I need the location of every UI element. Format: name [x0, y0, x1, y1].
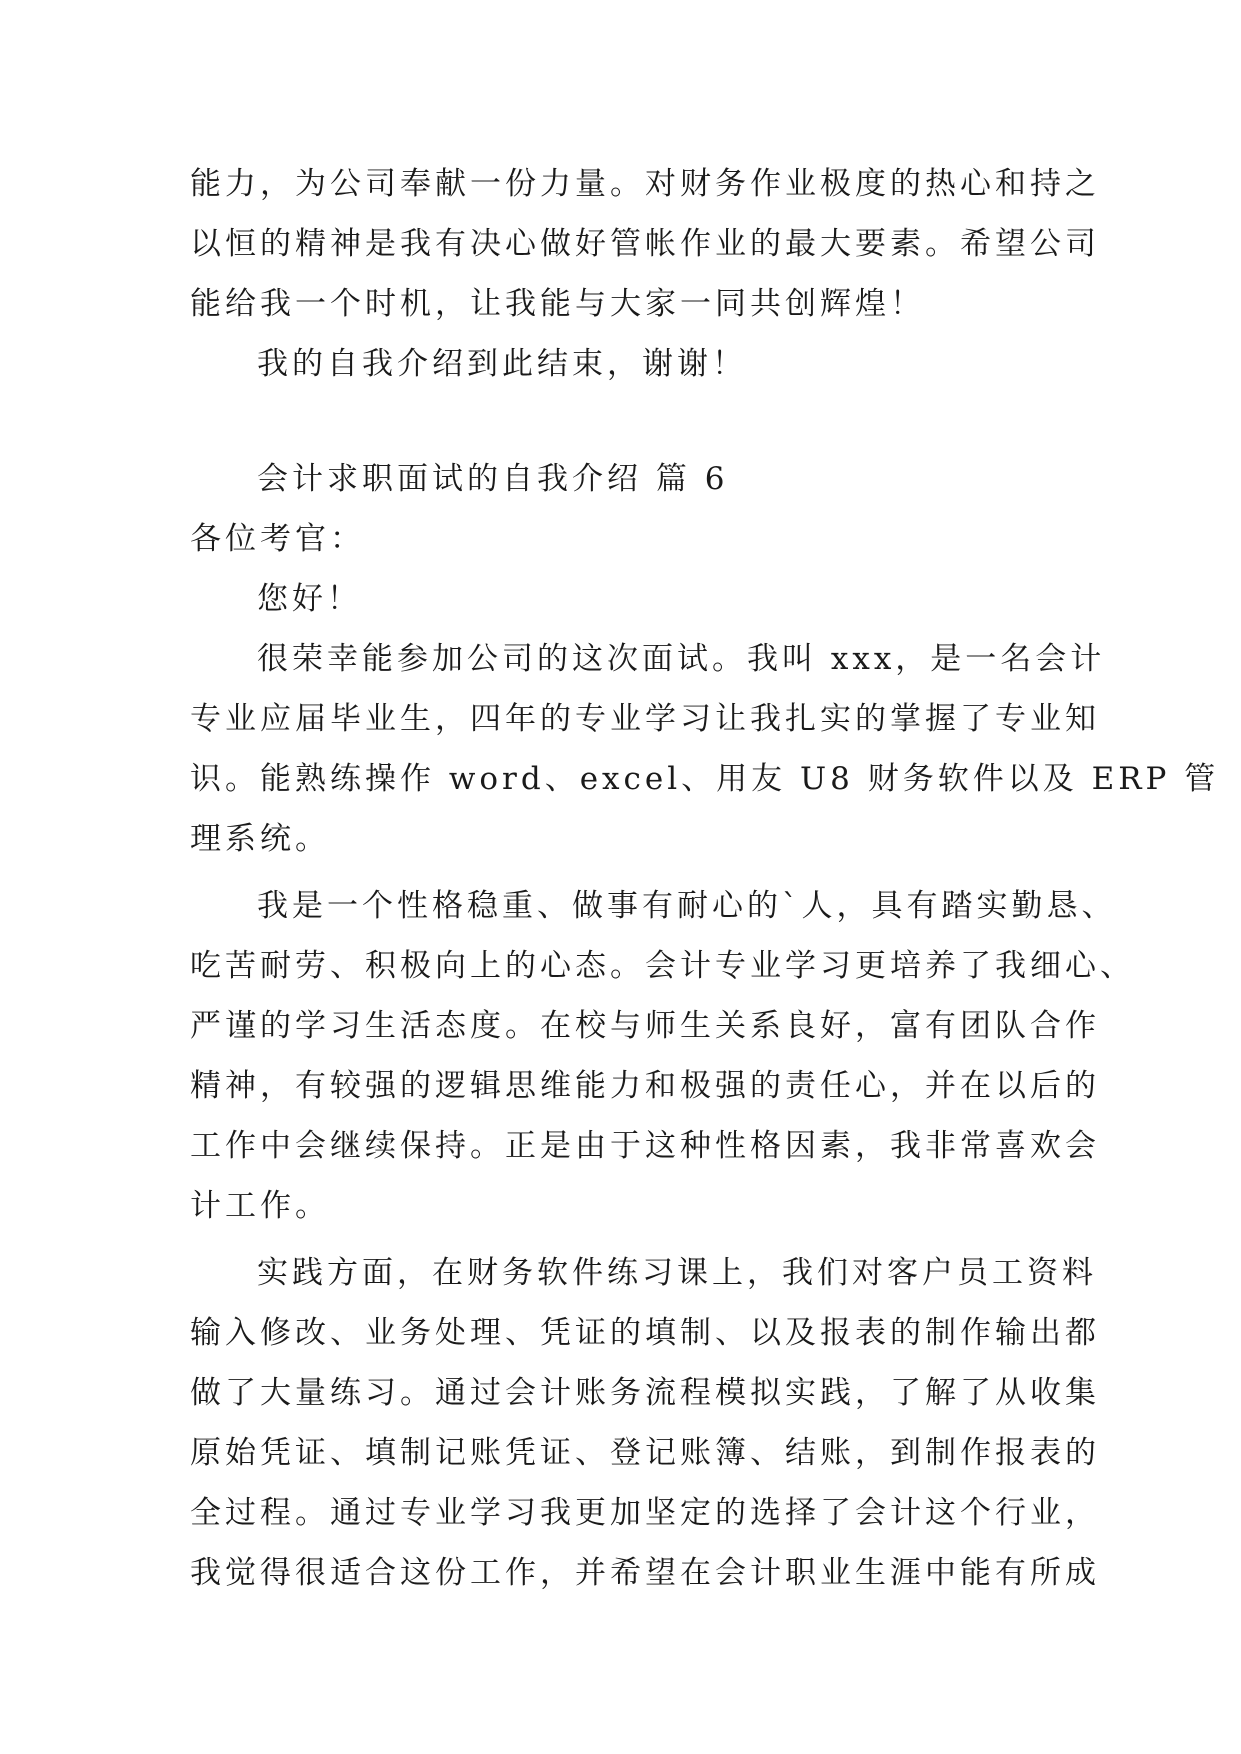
paragraph-line: 原始凭证、填制记账凭证、登记账簿、结账，到制作报表的 — [190, 1435, 1100, 1471]
paragraph-line: 输入修改、业务处理、凭证的填制、以及报表的制作输出都 — [190, 1315, 1100, 1351]
paragraph-line: 做了大量练习。通过会计账务流程模拟实践，了解了从收集 — [190, 1375, 1100, 1411]
paragraph-line: 理系统。 — [190, 821, 330, 857]
paragraph-line: 识。能熟练操作 word、excel、用友 U8 财务软件以及 ERP 管 — [190, 761, 1220, 797]
salutation: 各位考官： — [190, 521, 365, 557]
paragraph-line: 能给我一个时机，让我能与大家一同共创辉煌！ — [190, 286, 925, 322]
paragraph-line: 我是一个性格稳重、做事有耐心的`人，具有踏实勤恳、 — [257, 888, 1117, 924]
paragraph-line: 精神，有较强的逻辑思维能力和极强的责任心，并在以后的 — [190, 1068, 1100, 1104]
paragraph-line: 能力，为公司奉献一份力量。对财务作业极度的热心和持之 — [190, 166, 1100, 202]
paragraph-line: 我觉得很适合这份工作，并希望在会计职业生涯中能有所成 — [190, 1555, 1100, 1591]
paragraph-line: 专业应届毕业生，四年的专业学习让我扎实的掌握了专业知 — [190, 701, 1100, 737]
paragraph-line: 计工作。 — [190, 1188, 330, 1224]
paragraph-line: 全过程。通过专业学习我更加坚定的选择了会计这个行业， — [190, 1495, 1100, 1531]
paragraph-line: 以恒的精神是我有决心做好管帐作业的最大要素。希望公司 — [190, 226, 1100, 262]
section-heading: 会计求职面试的自我介绍 篇 6 — [257, 461, 729, 497]
paragraph-line: 吃苦耐劳、积极向上的心态。会计专业学习更培养了我细心、 — [190, 948, 1135, 984]
paragraph-line: 我的自我介绍到此结束，谢谢！ — [257, 346, 747, 382]
greeting: 您好！ — [257, 581, 362, 617]
paragraph-line: 工作中会继续保持。正是由于这种性格因素，我非常喜欢会 — [190, 1128, 1100, 1164]
paragraph-line: 很荣幸能参加公司的这次面试。我叫 xxx，是一名会计 — [257, 641, 1106, 677]
paragraph-line: 实践方面，在财务软件练习课上，我们对客户员工资料 — [257, 1255, 1097, 1291]
paragraph-line: 严谨的学习生活态度。在校与师生关系良好，富有团队合作 — [190, 1008, 1100, 1044]
